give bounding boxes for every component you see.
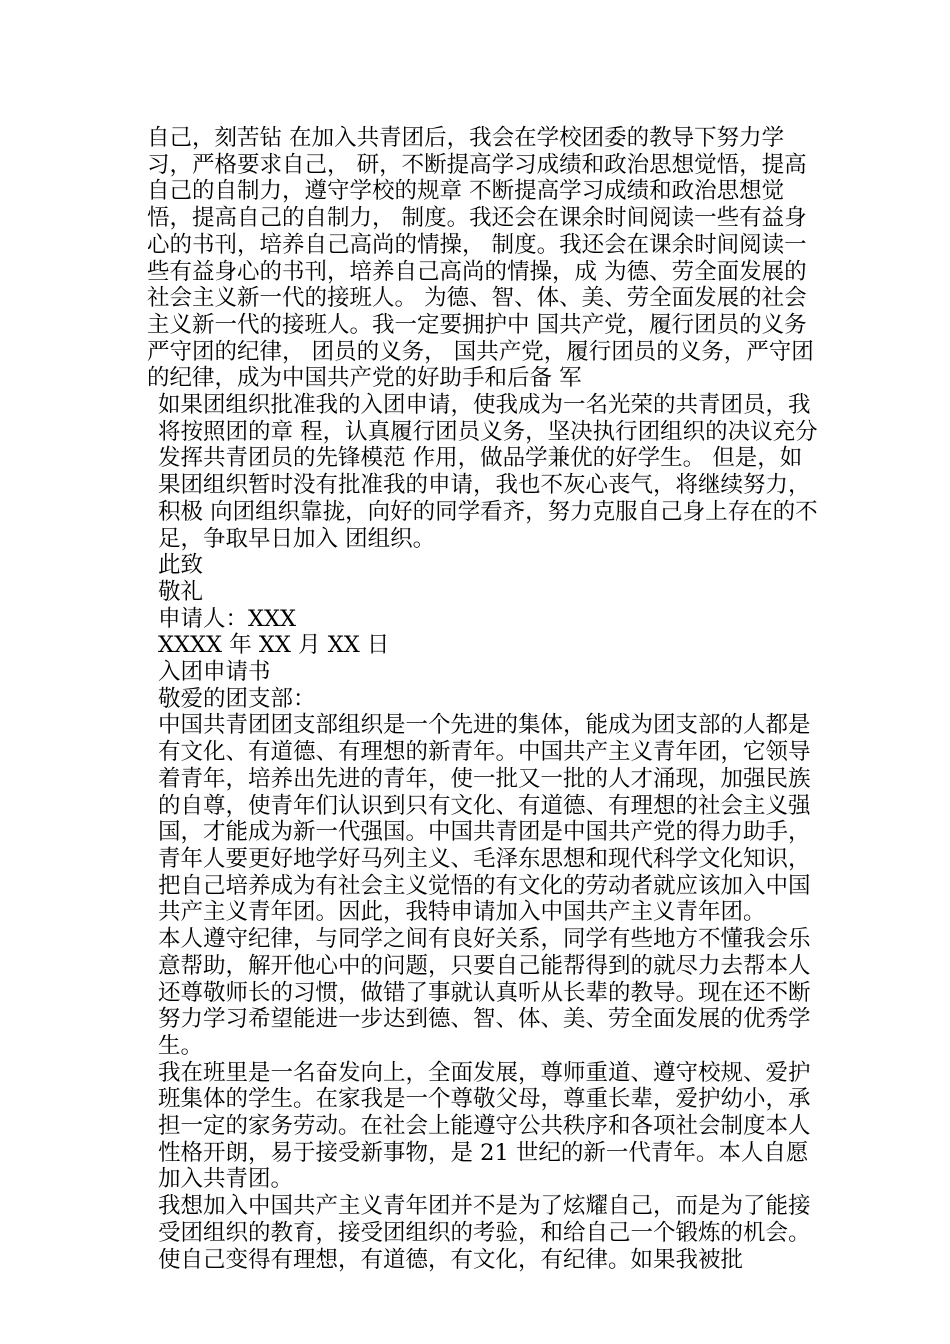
- date-line: XXXX 年 XX 月 XX 日: [158, 632, 390, 659]
- salutation: 敬爱的团支部：: [158, 685, 316, 712]
- applicant-line: 申请人：XXX: [158, 605, 297, 632]
- paragraph-motivation: 我想加入中国共产主义青年团并不是为了炫耀自己，而是为了能接受团组织的教育，接受团组织的考验，和给自己一个锻炼的机会。使自己变得有理想，有道德，有文化，有纪律。如果我被批: [158, 1193, 811, 1273]
- paragraph-approval: 如果团组织批准我的入团申请，使我成为一名光荣的共青团员，我将按照团的章 程，认真履行团员义务，坚决执行团组织的决议充分发挥共青团员的先锋模范 作用，做品学兼优的好学生。 但是，如果团组织暂时没有批准我的申请，我也不灰心丧气，将继续努力，积极 向团组织靠拢，向好的同学看齐，努力克服自己身上存在的不足，争取早日加入 团组织。: [158, 392, 818, 552]
- letter-title: 入团申请书: [158, 659, 271, 686]
- document-page: [147, 125, 819, 1273]
- paragraph-intro: 中国共青团团支部组织是一个先进的集体，能成为团支部的人都是有文化、有道德、有理想的新青年。中国共产主义青年团，它领导着青年，培养出先进的青年，使一批又一批的人才涌现，加强民族的自尊，使青年们认识到只有文化、有道德、有理想的社会主义强国，才能成为新一代强国。中国共青团是中国共产党的得力助手，青年人要更好地学好马列主义、毛泽东思想和现代科学文化知识，把自己培养成为有社会主义觉悟的有文化的劳动者就应该加入中国共产主义青年团。因此，我特申请加入中国共产主义青年团。: [158, 712, 811, 926]
- paragraph-class-performance: 我在班里是一名奋发向上，全面发展，尊师重道、遵守校规、爱护班集体的学生。在家我是一个尊敬父母，尊重长辈，爱护幼小，承担一定的家务劳动。在社会上能遵守公共秩序和各项社会制度本人性格开朗，易于接受新事物，是 21 世纪的新一代青年。本人自愿加入共青团。: [158, 1059, 811, 1193]
- closing-jingli: 敬礼: [158, 578, 204, 605]
- paragraph-self-discipline: 本人遵守纪律，与同学之间有良好关系，同学有些地方不懂我会乐意帮助，解开他心中的问题，只要自己能帮得到的就尽力去帮本人还尊敬师长的习惯，做错了事就认真听从长辈的教导。现在还不断努力学习希望能进一步达到德、智、体、美、劳全面发展的优秀学生。: [158, 926, 811, 1059]
- paragraph-continuation: 自己，刻苦钻 在加入共青团后，我会在学校团委的教导下努力学习，严格要求自己， 研，不断提高学习成绩和政治思想觉悟，提高自己的自制力，遵守学校的规章 不断提高学习成绩和政治思想觉悟，提高自己的自制力， 制度。我还会在课余时间阅读一些有益身心的书刊，培养自己高尚的情操， 制度。我还会在课余时间阅读一些有益身心的书刊，培养自己高尚的情操，成 为德、劳全面发展的社会主义新一代的接班人。 为德、智、体、美、劳全面发展的社会主义新一代的接班人。我一定要拥护中 国共产党，履行团员的义务 严守团的纪律， 团员的义务， 国共产党，履行团员的义务，严守团的纪律，成为中国共产党的好助手和后备 军: [147, 125, 814, 392]
- closing-cizhi: 此致: [158, 552, 204, 579]
